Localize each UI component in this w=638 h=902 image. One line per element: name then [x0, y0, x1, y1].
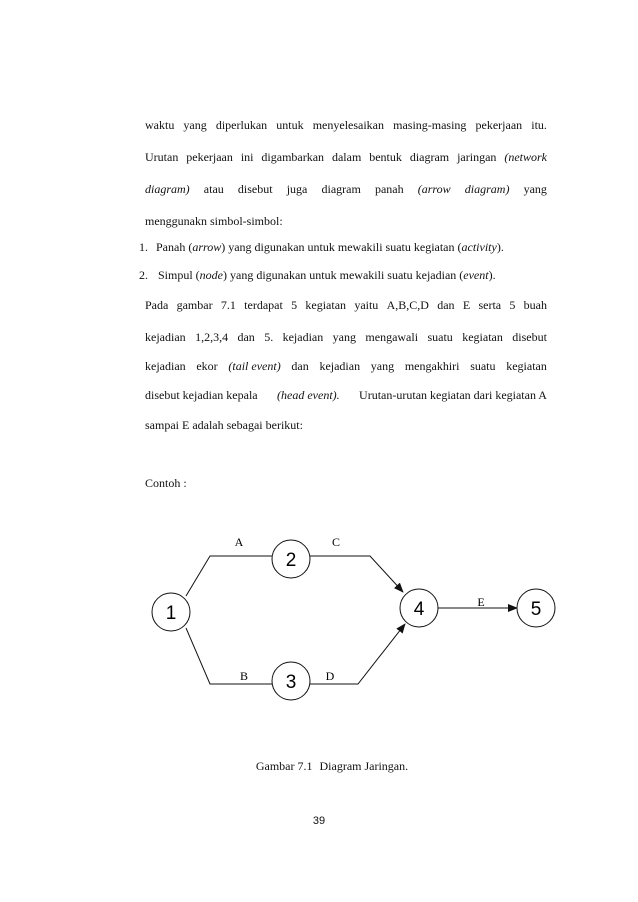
word: E — [462, 298, 471, 312]
activity-arrow-a — [186, 556, 272, 596]
word: atau — [203, 182, 224, 196]
event-node-label-5: 5 — [530, 599, 542, 620]
word: pekerjaan — [186, 150, 233, 164]
activity-label-a: A — [234, 535, 244, 549]
event-node-label-1: 1 — [165, 603, 177, 624]
word: serta — [478, 298, 502, 312]
word: digambarkan — [261, 150, 325, 164]
word: Urutan — [145, 150, 179, 164]
word-italic: (arrow — [417, 182, 451, 196]
word: Pada — [145, 298, 169, 312]
page-number: 39 — [312, 815, 326, 827]
word: mengakhiri — [404, 359, 460, 373]
list-text: ). — [488, 268, 496, 282]
word: kejadian — [145, 359, 186, 373]
word: diperlukan — [215, 118, 268, 132]
event-node-label-2: 2 — [285, 550, 297, 571]
word: kegiatan — [305, 298, 347, 312]
activity-arrow-d — [310, 624, 405, 684]
list-italic: arrow — [192, 240, 222, 254]
paragraph2-line4-a: disebut kejadian kepala — [145, 388, 258, 402]
list-text: ) yang digunakan untuk mewakili suatu kegiatan ( — [221, 240, 462, 254]
word: terdapat — [244, 298, 283, 312]
word: yaitu — [354, 298, 379, 312]
word: dalam — [331, 150, 362, 164]
word: menyelesaikan — [312, 118, 385, 132]
word: juga — [286, 182, 308, 196]
activity-label-b: B — [239, 669, 249, 683]
list-italic: activity — [461, 240, 497, 254]
list-number: 2. — [139, 268, 148, 282]
activity-arrow-c — [310, 556, 403, 592]
word: yang — [523, 182, 547, 196]
word: pekerjaan — [475, 118, 523, 132]
word: dan — [237, 330, 255, 344]
word: yang — [332, 330, 356, 344]
word: kegiatan — [506, 359, 547, 373]
word: ini — [240, 150, 254, 164]
word: suatu — [470, 359, 496, 373]
word: gambar — [176, 298, 213, 312]
word: suatu — [427, 330, 453, 344]
word: mengawali — [365, 330, 419, 344]
list-text: ) yang digunakan untuk mewakili suatu kejadian ( — [223, 268, 464, 282]
word: kejadian — [319, 359, 361, 373]
activity-label-c: C — [331, 535, 341, 549]
paragraph2-line4-b: Urutan-urutan kegiatan dari kegiatan A — [359, 388, 547, 402]
list-text: ). — [496, 240, 504, 254]
word: jaringan — [457, 150, 497, 164]
word: itu. — [531, 118, 547, 132]
word: 7.1 — [220, 298, 236, 312]
activity-label-e: E — [477, 595, 485, 609]
paragraph2-line5-text-span: sampai E adalah sebagai berikut: — [145, 418, 303, 432]
word: yang — [370, 359, 395, 373]
word: panah — [374, 182, 404, 196]
word: buah — [523, 298, 547, 312]
word: kejadian — [145, 330, 186, 344]
figure-caption-text: Diagram Jaringan. — [319, 759, 409, 773]
word: kejadian — [282, 330, 324, 344]
list-italic: event — [463, 268, 489, 282]
word-italic: diagram) — [145, 182, 190, 196]
word: disebut — [512, 330, 547, 344]
activity-label-d: D — [325, 669, 335, 683]
word: untuk — [276, 118, 304, 132]
figure-caption — [0, 759, 638, 774]
contoh-label: Contoh : — [145, 476, 187, 490]
paragraph1-line4-text: menggunakn simbol-simbol: — [145, 214, 283, 228]
list-text: Simpul ( — [158, 268, 200, 282]
list-number: 1. — [139, 240, 148, 254]
list-italic: node — [199, 268, 223, 282]
word: 5 — [291, 298, 298, 312]
event-node-label-4: 4 — [413, 599, 425, 620]
event-node-label-3: 3 — [285, 672, 297, 693]
word: disebut — [237, 182, 273, 196]
word: bentuk — [369, 150, 402, 164]
word-italic: (network — [504, 150, 547, 164]
word-italic: diagram) — [464, 182, 510, 196]
figure-caption-label: Gambar 7.1 — [255, 759, 313, 773]
word: waktu — [145, 118, 175, 132]
word: A,B,C,D — [386, 298, 429, 312]
word: yang — [183, 118, 207, 132]
list-text: Panah ( — [156, 240, 193, 254]
word: diagram — [321, 182, 361, 196]
word: 1,2,3,4 — [195, 330, 229, 344]
word: ekor — [196, 359, 218, 373]
word: 5 — [509, 298, 516, 312]
activity-arrow-b — [186, 628, 272, 684]
word: masing-masing — [393, 118, 467, 132]
word: diagram — [409, 150, 450, 164]
word: dan — [437, 298, 455, 312]
word: dan — [291, 359, 309, 373]
word: kegiatan — [462, 330, 503, 344]
word: 5. — [264, 330, 274, 344]
word-italic: (tail event) — [228, 359, 281, 373]
paragraph2-line4-italic: (head event). — [277, 388, 340, 402]
